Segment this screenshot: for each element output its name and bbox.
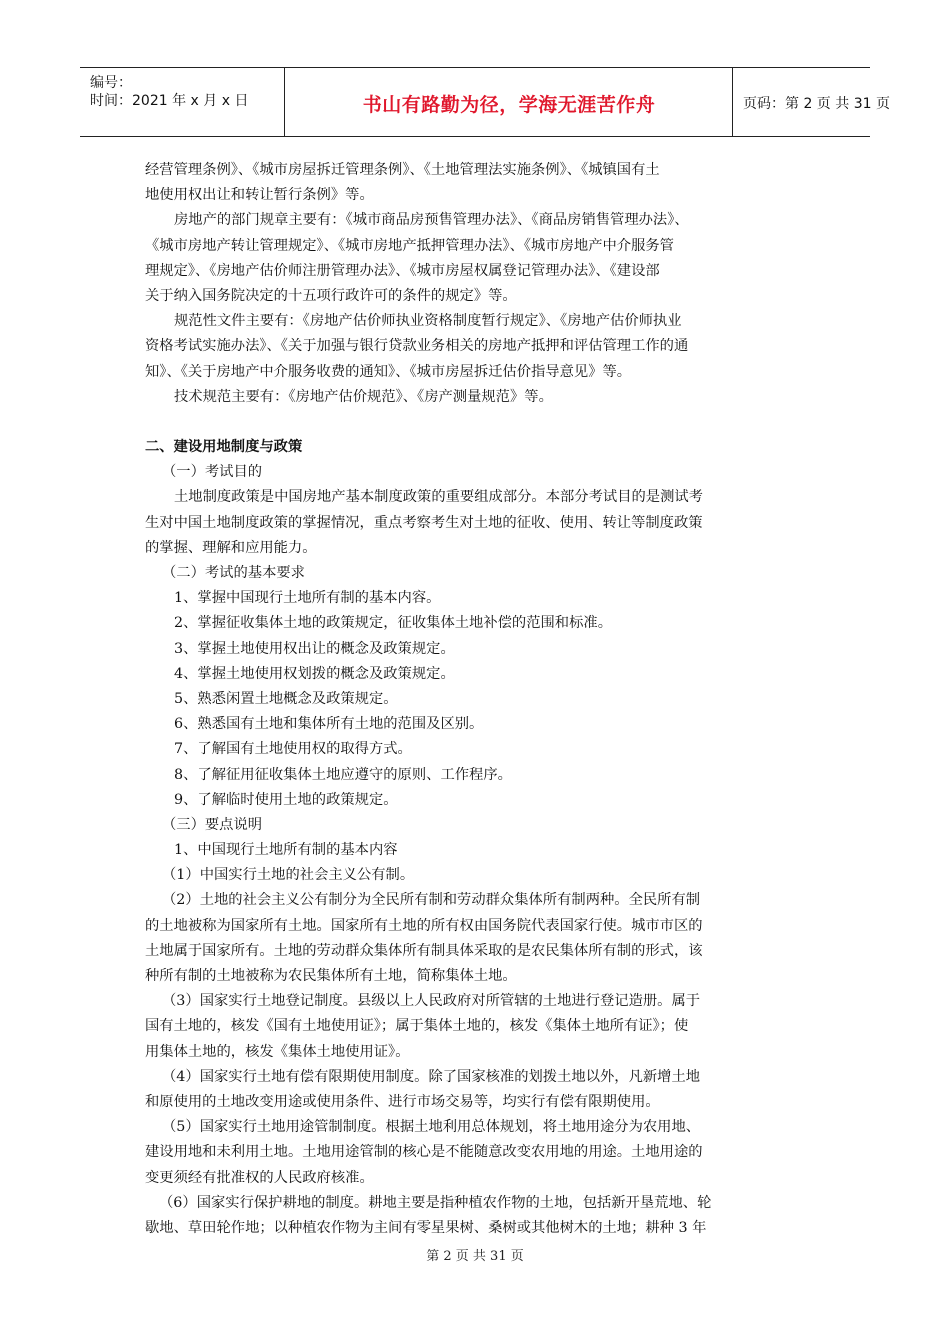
text-line: 关于纳入国务院决定的十五项行政许可的条件的规定》等。 (145, 287, 517, 304)
text-line: （6）国家实行保护耕地的制度。耕地主要是指种植农作物的土地，包括新开垦荒地、轮 (159, 1194, 712, 1211)
document-body (145, 158, 807, 1241)
text-line: 种所有制的土地被称为农民集体所有土地，简称集体土地。 (145, 968, 517, 984)
header-motto-cell (285, 68, 733, 136)
text-line: 1、中国现行土地所有制的基本内容 (174, 842, 398, 859)
text-line: 5、熟悉闲置土地概念及政策规定。 (174, 690, 398, 707)
text-line: 用集体土地的，核发《集体土地使用证》。 (145, 1043, 410, 1060)
text-line: （一）考试目的 (162, 464, 263, 481)
text-line: 技术规范主要有：《房地产估价规范》、《房产测量规范》等。 (174, 388, 553, 405)
text-line: 经营管理条例》、《城市房屋拆迁管理条例》、《土地管理法实施条例》、《城镇国有土 (145, 162, 660, 178)
text-line: 国有土地的，核发《国有土地使用证》；属于集体土地的，核发《集体土地所有证》；使 (145, 1018, 689, 1035)
text-line: （二）考试的基本要求 (162, 565, 305, 581)
text-line: 建设用地和未利用土地。土地用途管制的核心是不能随意改变农用地的用途。土地用途的 (145, 1144, 703, 1161)
text-line: 的掌握、理解和应用能力。 (145, 539, 317, 556)
text-line: 地使用权出让和转让暂行条例》等。 (145, 187, 374, 204)
page-indicator: 页码：第 2 页 共 31 页 (743, 96, 890, 112)
text-line: （2）土地的社会主义公有制分为全民所有制和劳动群众集体所有制两种。全民所有制 (162, 892, 701, 909)
text-line: 1、掌握中国现行土地所有制的基本内容。 (174, 590, 441, 607)
text-line: 理规定》、《房地产估价师注册管理办法》、《城市房屋权属登记管理办法》、《建设部 (145, 262, 660, 279)
text-line: 9、了解临时使用土地的政策规定。 (174, 791, 398, 808)
text-line: 6、熟悉国有土地和集体所有土地的范围及区别。 (174, 716, 484, 733)
text-line: 4、掌握土地使用权划拨的概念及政策规定。 (174, 665, 455, 682)
document-date: 时间：2021 年 x 月 x 日 (90, 93, 249, 109)
text-line: 土地属于国家所有。土地的劳动群众集体所有制具体采取的是农民集体所有制的形式，该 (145, 942, 703, 959)
motto: 书山有路勤为径，学海无涯苦作舟 (362, 94, 656, 116)
text-line: （3）国家实行土地登记制度。县级以上人民政府对所管辖的土地进行登记造册。属于 (162, 993, 701, 1010)
section-heading: 二、建设用地制度与政策 (145, 439, 303, 456)
text-line: 房地产的部门规章主要有：《城市商品房预售管理办法》、《商品房销售管理办法》、 (174, 212, 689, 229)
text-line: 和原使用的土地改变用途或使用条件、进行市场交易等，均实行有偿有限期使用。 (145, 1093, 660, 1110)
text-line: 生对中国土地制度政策的掌握情况，重点考察考生对土地的征收、使用、转让等制度政策 (145, 514, 703, 531)
page-footer: 第 2 页 共 31 页 (426, 1249, 524, 1264)
text-line: 资格考试实施办法》、《关于加强与银行贷款业务相关的房地产抵押和评估管理工作的通 (145, 338, 689, 355)
text-line: 《城市房地产转让管理规定》、《城市房地产抵押管理办法》、《城市房地产中介服务管 (145, 237, 674, 254)
header-meta-cell (80, 68, 285, 136)
document-number: 编号： (90, 75, 132, 91)
text-line: 8、了解征用征收集体土地应遵守的原则、工作程序。 (174, 766, 512, 783)
text-line: （1）中国实行土地的社会主义公有制。 (162, 867, 415, 884)
text-line: 变更须经有批准权的人民政府核准。 (145, 1169, 374, 1186)
text-line: 规范性文件主要有：《房地产估价师执业资格制度暂行规定》、《房地产估价师执业 (174, 313, 682, 330)
blank-line (145, 410, 807, 435)
text-line: （5）国家实行土地用途管制制度。根据土地利用总体规划，将土地用途分为农用地、 (162, 1119, 701, 1136)
text-line: 土地制度政策是中国房地产基本制度政策的重要组成部分。本部分考试目的是测试考 (174, 489, 703, 506)
text-line: 歇地、草田轮作地；以种植农作物为主间有零星果树、桑树或其他树木的土地；耕种 3 年 (145, 1219, 707, 1236)
header-page-cell (733, 68, 890, 136)
header-table (80, 67, 890, 137)
text-line: （4）国家实行土地有偿有限期使用制度。除了国家核准的划拨土地以外，凡新增土地 (162, 1068, 701, 1085)
text-line: 2、掌握征收集体土地的政策规定，征收集体土地补偿的范围和标准。 (174, 615, 612, 632)
text-line: 7、了解国有土地使用权的取得方式。 (174, 741, 412, 758)
text-line: 知》、《关于房地产中介服务收费的通知》、《城市房屋拆迁估价指导意见》等。 (145, 363, 632, 380)
text-line: （三）要点说明 (162, 816, 263, 833)
text-line: 3、掌握土地使用权出让的概念及政策规定。 (174, 640, 455, 657)
text-line: 的土地被称为国家所有土地。国家所有土地的所有权由国务院代表国家行使。城市市区的 (145, 917, 703, 934)
